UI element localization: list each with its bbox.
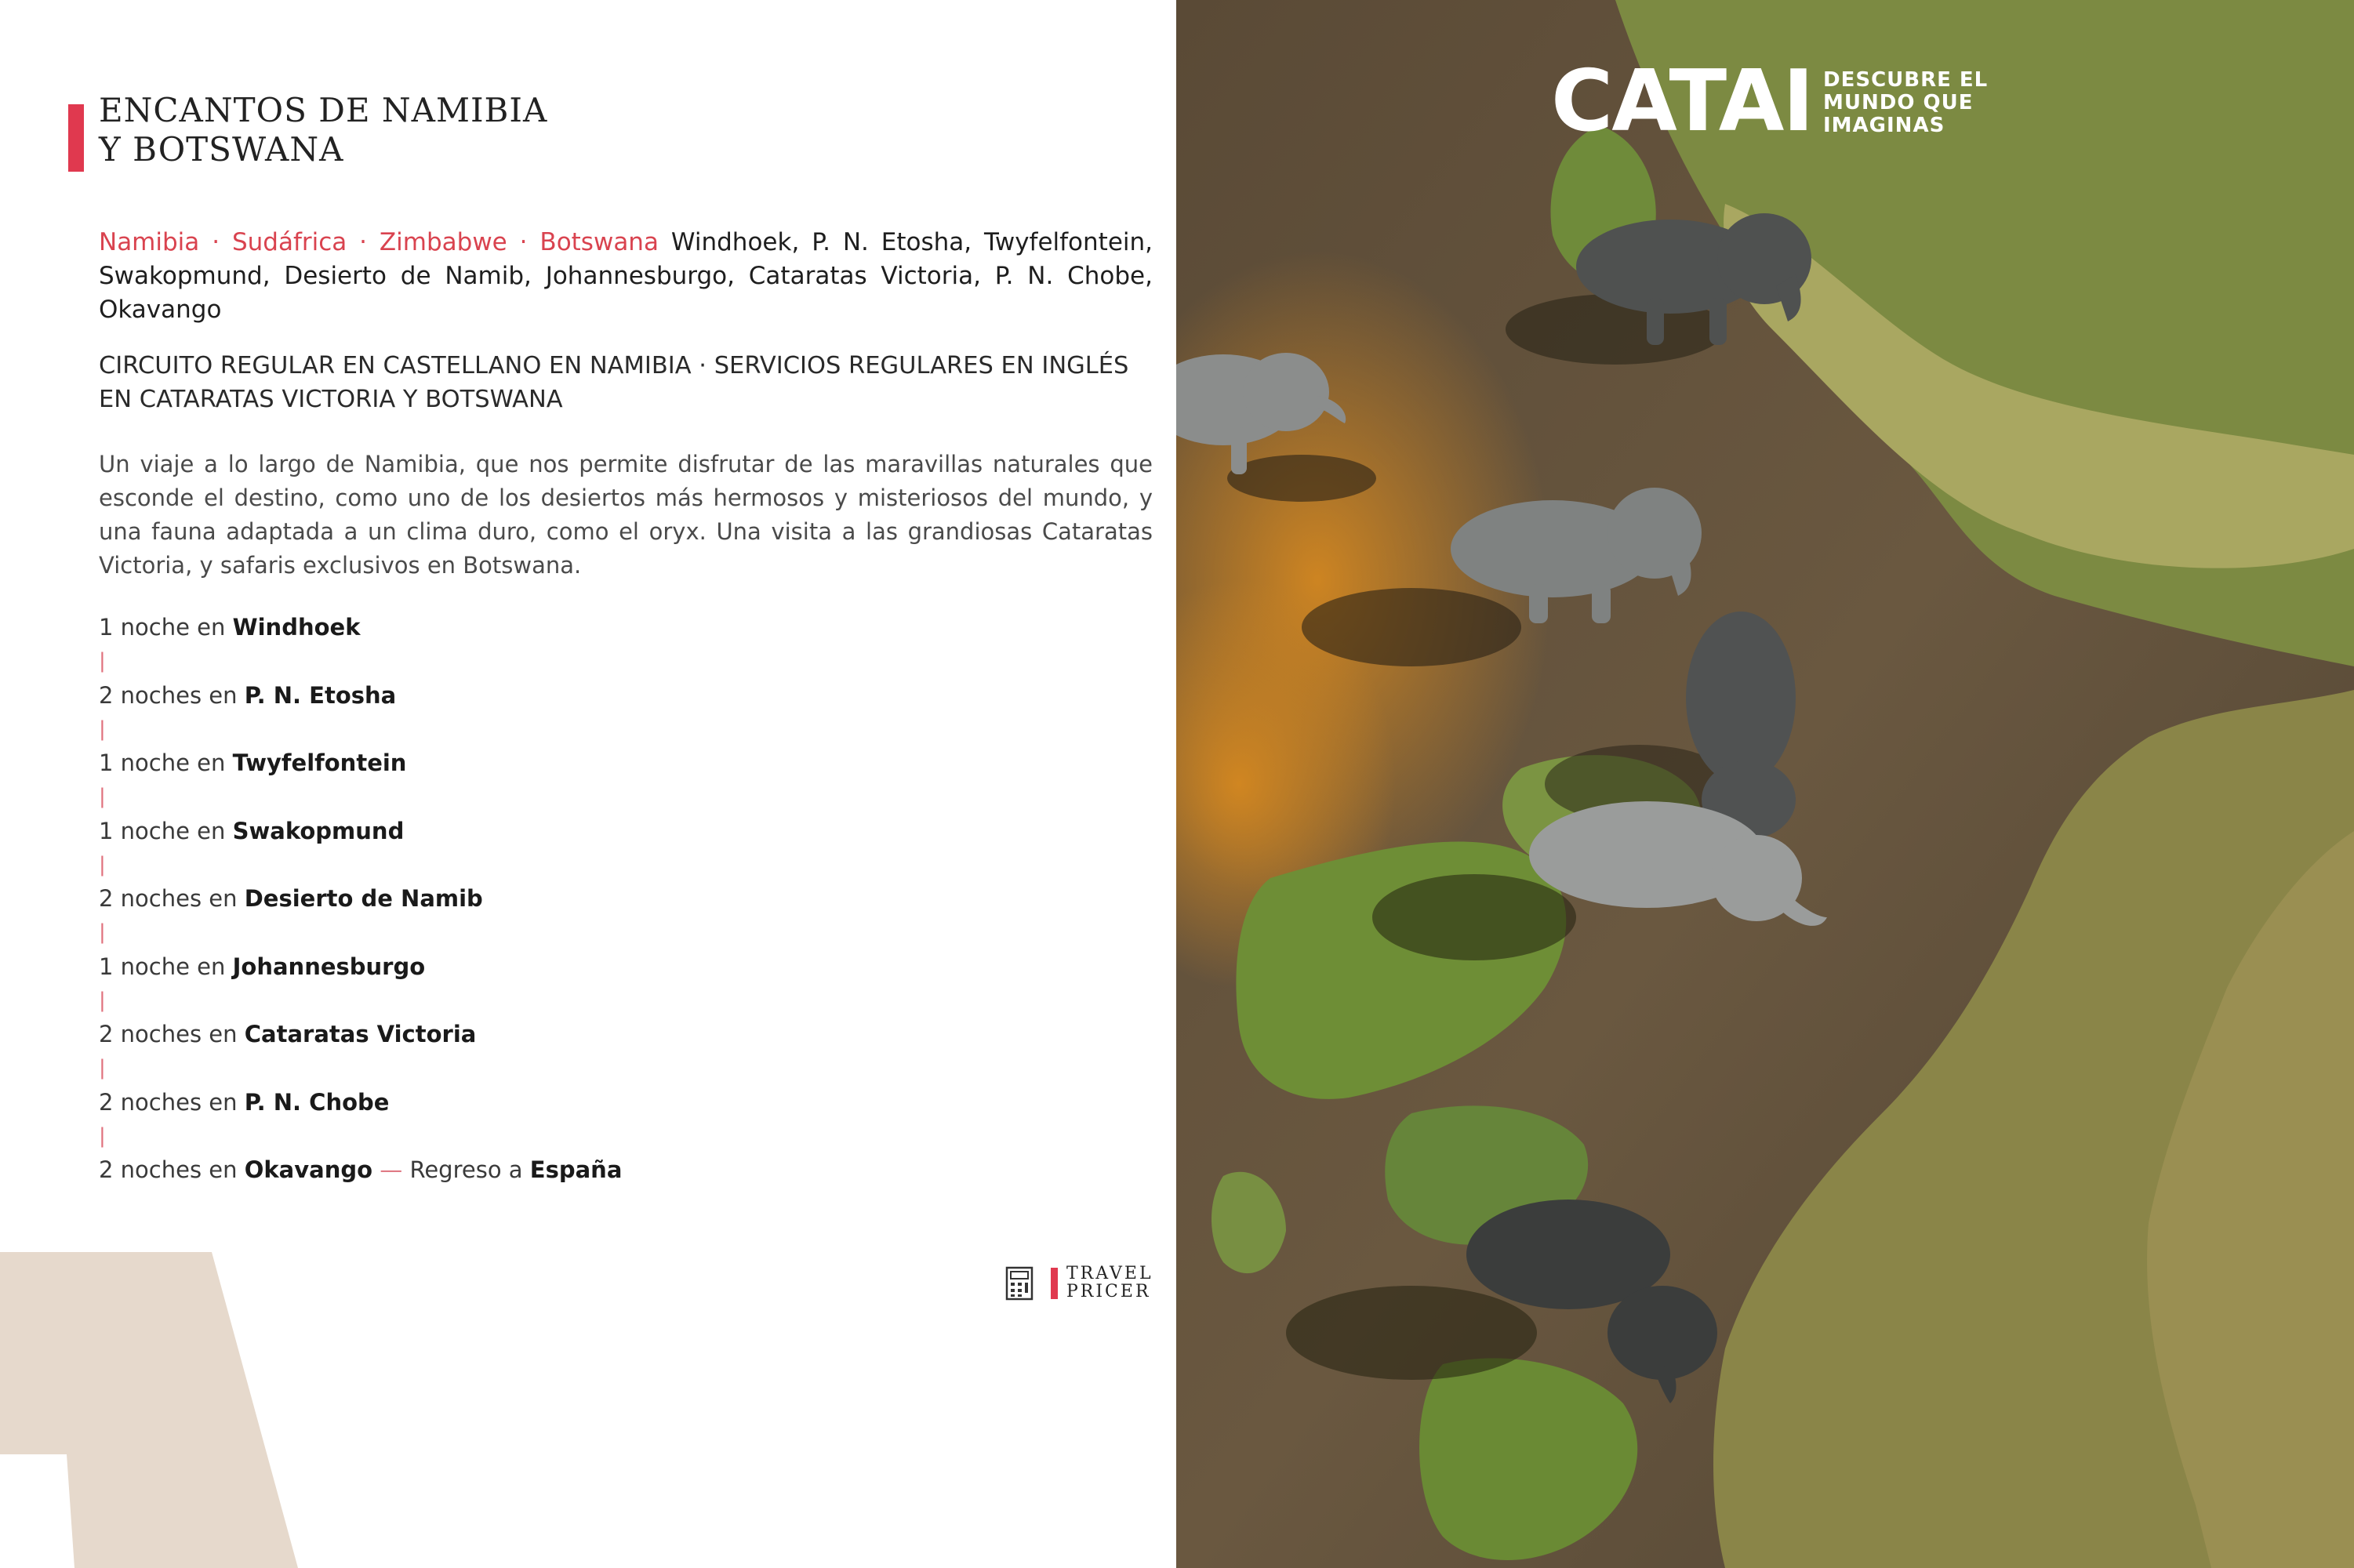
itinerary-separator: | xyxy=(99,1123,106,1148)
itinerary-separator: | xyxy=(99,785,106,808)
itinerary-separator: | xyxy=(99,920,106,944)
itinerary-stop: 1 noche en Windhoek xyxy=(99,614,361,641)
places-list: Windhoek, P. N. Etosha, Twyfelfontein, Swakopmund, Desierto de Namib, Johannesburgo, Cataratas Victoria, P. N. Chobe, Okavango xyxy=(99,228,1153,324)
itinerary-stop: 2 noches en Okavango — Regreso a España xyxy=(99,1156,623,1183)
countries-list: Namibia · Sudáfrica · Zimbabwe · Botswana xyxy=(99,228,659,256)
travel-pricer-label: TRAVEL PRICER xyxy=(1066,1264,1153,1301)
catai-logo: CATAI xyxy=(1551,53,1813,151)
elephants-aerial-photo xyxy=(1176,0,2354,1568)
brochure-text-panel xyxy=(0,0,1176,1568)
itinerary-list xyxy=(99,611,805,1187)
title-line-2: Y BOTSWANA xyxy=(99,130,344,169)
itinerary-stop: 2 noches en P. N. Chobe xyxy=(99,1088,390,1116)
itinerary-separator: | xyxy=(99,988,106,1012)
calculator-icon xyxy=(1005,1266,1034,1301)
travel-pricer-button[interactable] xyxy=(1005,1264,1154,1303)
title-accent-bar xyxy=(68,104,84,172)
tour-description: Un viaje a lo largo de Namibia, que nos permite disfrutar de las maravillas naturales que esconde el destino, como uno de los desiertos más hermosos y misteriosos del mundo, y una fauna adaptada a un clima duro, como el oryx. Una visita a las grandiosas Cataratas Victoria, y safaris exclusivos en Botswana. xyxy=(99,451,1153,579)
tour-type-subtitle: CIRCUITO REGULAR EN CASTELLANO EN NAMIBIA · SERVICIOS REGULARES EN INGLÉS EN CATARATAS VICTORIA Y BOTSWANA xyxy=(99,352,1129,413)
decorative-beige-shape xyxy=(0,1252,306,1568)
itinerary-stop: 2 noches en P. N. Etosha xyxy=(99,681,397,709)
itinerary-separator: | xyxy=(99,852,106,877)
travel-pricer-accent xyxy=(1051,1268,1058,1299)
itinerary-separator: | xyxy=(99,1056,106,1080)
itinerary-stop: 1 noche en Swakopmund xyxy=(99,817,405,844)
itinerary-separator: | xyxy=(99,717,106,741)
itinerary-stop: 2 noches en Desierto de Namib xyxy=(99,885,483,912)
page-title xyxy=(99,91,547,169)
brand-tagline: DESCUBRE EL MUNDO QUE IMAGINAS xyxy=(1823,68,1989,137)
destinations xyxy=(99,226,1153,327)
itinerary-stop: 1 noche en Twyfelfontein xyxy=(99,750,407,776)
itinerary-stop: 1 noche en Johannesburgo xyxy=(99,953,426,980)
itinerary-stop: 2 noches en Cataratas Victoria xyxy=(99,1021,477,1047)
itinerary-separator: | xyxy=(99,649,106,673)
title-line-1: ENCANTOS DE NAMIBIA xyxy=(99,91,548,129)
